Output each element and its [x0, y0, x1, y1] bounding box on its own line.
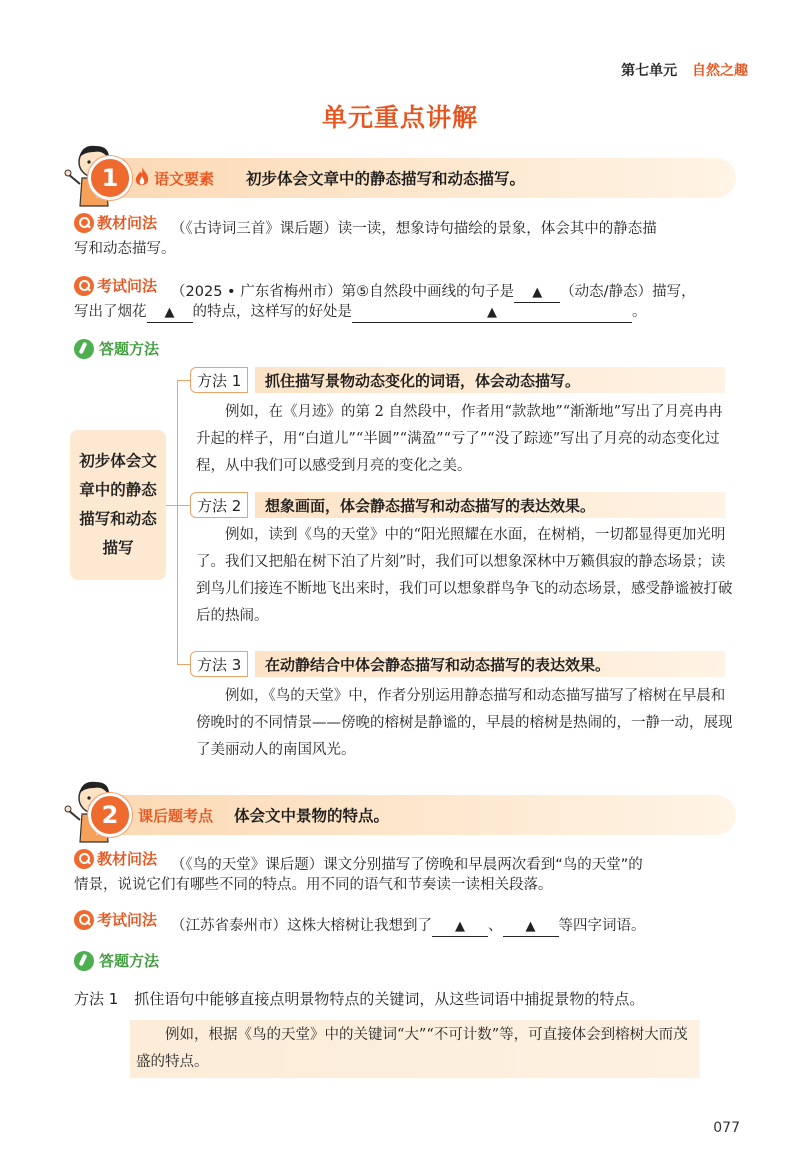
- search-icon: [74, 213, 94, 233]
- answer-method-label: 答题方法: [99, 952, 160, 970]
- answer-blank: ▲: [147, 304, 193, 323]
- textbook-question-line2: 写和动态描写。: [74, 241, 176, 257]
- method2-label: 方法 2: [190, 492, 248, 518]
- exam-part4: 的特点，这样写的好处是: [192, 304, 352, 320]
- textbook-tag-label: 教材问法: [97, 850, 158, 868]
- method2-title: 想象画面，体会静态描写和动态描写的表达效果。: [255, 492, 725, 518]
- answer-blank: ▲: [352, 304, 632, 323]
- section1-banner: [96, 158, 736, 198]
- section1-heading: 初步体会文章中的静态描写和动态描写。: [246, 170, 526, 188]
- textbook-tag: [74, 210, 157, 236]
- unit-theme: 自然之趣: [692, 63, 748, 79]
- textbook-question-line2: 情景，说说它们有哪些不同的特点。用不同的语气和节奏读一读相关段落。: [74, 877, 553, 893]
- method2-example: 例如，读到《鸟的天堂》中的“阳光照耀在水面，在树梢，一切都显得更加光明了。我们又把船在树下泊了片刻”时，我们可以想象深林中万籁俱寂的静态场景；读到鸟儿们接连不断地飞出来时，我们可以想象群鸟争飞的动态场景，感受静谧被打破后的热闹。: [196, 527, 733, 624]
- method3-title: 在动静结合中体会静态描写和动态描写的表达效果。: [255, 651, 725, 677]
- tree-connector: [177, 664, 191, 665]
- pen-icon: [74, 339, 94, 359]
- section2-textbook-question-cont: [74, 872, 754, 898]
- method1-title: 抓住描写景物动态变化的词语，体会动态描写。: [255, 367, 725, 393]
- unit-label: 第七单元: [621, 63, 678, 79]
- section2-exam-question: [74, 907, 754, 939]
- section2-number: 2: [88, 793, 132, 837]
- search-icon: [74, 910, 94, 930]
- concept-box: 初步体会文章中的静态描写和动态描写: [70, 430, 166, 580]
- page-title: 单元重点讲解: [321, 103, 478, 132]
- method1-example: 例如，在《月迹》的第 2 自然段中，作者用“款款地”“渐渐地”写出了月亮冉冉升起的样子，用“白道儿”“半圆”“满盈”“亏了”“没了踪迹”写出了月亮的动态变化过程，从中我们可以感受到月亮的变化之美。: [196, 404, 723, 474]
- textbook-tag: [74, 846, 157, 872]
- tree-connector: [177, 380, 178, 664]
- tree-connector: [177, 380, 191, 381]
- exam-part1: （2025 • 广东省梅州市）第⑤自然段中画线的句子是: [171, 284, 515, 300]
- answer-blank: ▲: [432, 918, 488, 937]
- textbook-question-line1: （《古诗词三首》课后题）读一读，想象诗句描绘的景象，体会其中的静态描: [171, 221, 657, 237]
- section2-method1-example: 例如，根据《鸟的天堂》中的关键词“大”“不可计数”等，可直接体会到榕树大而茂盛的特点。: [130, 1020, 700, 1078]
- exam-tag: [74, 907, 157, 933]
- section2-heading: 体会文中景物的特点。: [234, 807, 390, 825]
- page-number: 077: [713, 1120, 740, 1136]
- method1-label: 方法 1: [74, 990, 119, 1008]
- pen-icon: [74, 951, 94, 971]
- section1-tag: 语文要素: [154, 169, 215, 188]
- method1-text: 抓住语句中能够直接点明景物特点的关键词，从这些词语中捕捉景物的特点。: [134, 990, 645, 1008]
- answer-blank: ▲: [514, 284, 560, 303]
- exam-tag-label: 考试问法: [97, 911, 158, 929]
- textbook-tag-label: 教材问法: [97, 214, 158, 232]
- exam-part3: 写出了烟花: [74, 304, 147, 320]
- section2-tag: 课后题考点: [138, 806, 214, 825]
- search-icon: [74, 276, 94, 296]
- flame-icon: [134, 166, 150, 188]
- exam-part2: 等四字词语。: [558, 918, 646, 934]
- answer-method-label: 答题方法: [99, 340, 160, 358]
- section1-number: 1: [88, 156, 132, 200]
- method3-example: 例如，《鸟的天堂》中，作者分别运用静态描写和动态描写描写了榕树在早晨和傍晚时的不同情景——傍晚的榕树是静谧的，早晨的榕树是热闹的，一静一动，展现了美丽动人的南国风光。: [196, 688, 733, 758]
- section2-method1: [74, 988, 644, 1009]
- exam-part5: 。: [632, 304, 647, 320]
- section1-exam-question-cont: [74, 299, 754, 325]
- tree-connector: [177, 505, 191, 506]
- textbook-question-line1: （《鸟的天堂》课后题）课文分别描写了傍晚和早晨两次看到“鸟的天堂”的: [171, 857, 643, 873]
- exam-part2: （动态/静态）描写，: [560, 284, 696, 300]
- answer-blank: ▲: [503, 918, 559, 937]
- section1-textbook-question-cont: [74, 236, 754, 262]
- exam-sep: 、: [488, 918, 503, 934]
- method3-label: 方法 3: [190, 651, 248, 677]
- exam-part1: （江苏省泰州市）这株大榕树让我想到了: [171, 918, 433, 934]
- page-header: [621, 60, 748, 80]
- exam-tag: [74, 273, 157, 299]
- section2-answer-method-heading: [74, 950, 159, 971]
- exam-tag-label: 考试问法: [97, 277, 158, 295]
- method1-label: 方法 1: [190, 367, 248, 393]
- section1-answer-method-heading: [74, 338, 159, 359]
- section2-banner: [96, 795, 736, 835]
- search-icon: [74, 849, 94, 869]
